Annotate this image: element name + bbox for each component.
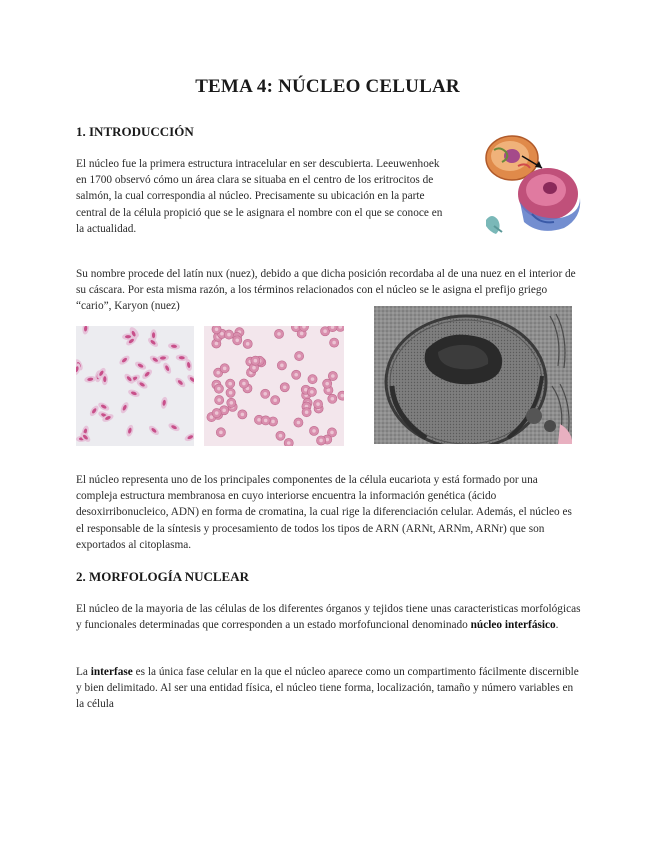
intro-paragraph-1: El núcleo fue la primera estructura intracelular en ser descubierta. Leeuwenhoek en 1700 observó cómo un área clara se situaba en el centro de los eritrocitos de salmón, la cual correspondia al núcleo. Precisamente su ubicación en la parte central de la célula propició que se le asignara el nombre con el que se conoce en la actualidad.	[76, 158, 443, 235]
morphology-paragraph-1	[76, 601, 584, 633]
term-nucleo-interfasico: núcleo interfásico	[470, 619, 556, 632]
intro-paragraph-3: El núcleo representa uno de los principales componentes de la célula eucariota y está formado por una compleja estructura membranosa en cuyo interiorse encuentra la información genética (ácido desoxirribonucleico, ADN) en forma de cromatina, la cual rige la diferenciación celular. Además, el núcleo es el responsable de la síntesis y procesamiento de todos los tipos de ARN (ARNt, ARNm, ARNr) que son exportados al citoplasma.	[76, 474, 572, 551]
red-blood-cells-micrograph	[204, 326, 344, 446]
nucleus-electron-micrograph	[374, 306, 572, 444]
morphology-text-start: El núcleo de la mayoria de las células de los diferentes órganos y tejidos tiene unas caracteristicas morfológicas y funcionales determinadas que corresponden a un estado morfofuncional denominado	[76, 603, 581, 632]
interphase-text-start: La	[76, 666, 91, 678]
morphology-text-end: .	[555, 619, 559, 632]
morphology-paragraph-2	[76, 664, 581, 713]
page-title: TEMA 4: NÚCLEO CELULAR	[195, 76, 460, 97]
section-heading-introduccion: 1. INTRODUCCIÓN	[76, 124, 194, 139]
intro-paragraph-2: Su nombre procede del latín nux (nuez), debido a que dicha posición recordaba al de una nuez en el interior de su cáscara. Por esta misma razón, a los términos relacionados con el núcleo se le asigna el prefijo griego “cario”, Karyon (nuez)	[76, 268, 576, 313]
salmon-erythrocytes-micrograph	[76, 326, 194, 446]
interphase-text-end: es la única fase celular en la que el núcleo aparece como un compartimento fácilmente discernible y bien delimitado. Al ser una entidad física, el núcleo tiene forma, localización, tamaño y número variables en la célula	[76, 666, 579, 711]
term-interfase: interfase	[90, 666, 133, 678]
cell-nucleus-illustration	[480, 128, 585, 240]
section-heading-morfologia: 2. MORFOLOGÍA NUCLEAR	[76, 569, 249, 584]
